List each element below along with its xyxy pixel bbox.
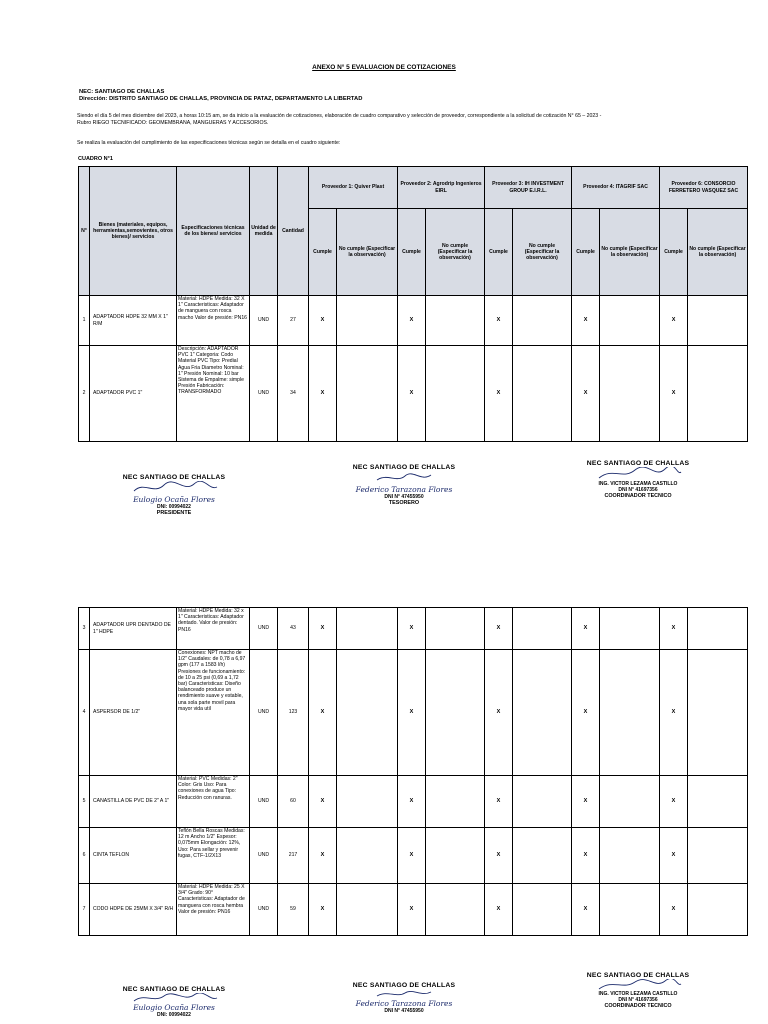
item-quantity: 123 (278, 650, 309, 776)
cumple-mark: X (660, 776, 688, 828)
signer-name: Federico Tarazona Flores (355, 999, 453, 1008)
cumple-mark: X (485, 650, 513, 776)
header-no-cumple: No cumple (Especificar la observación) (426, 209, 485, 296)
header-cumple: Cumple (309, 209, 337, 296)
signature-header: NEC SANTIAGO DE CHALLAS (122, 986, 226, 993)
no-cumple-cell (426, 650, 485, 776)
no-cumple-cell (426, 346, 485, 442)
item-specifications: Material: HDPE Medida: 32 x 1" Caracteristicas: Adaptador dentado. Valor de presión: PN16 (177, 608, 250, 650)
signer-dni: DNI N° 41697356 (618, 997, 658, 1003)
item-name: CODO HDPE DE 25MM X 3/4" R/H (90, 884, 177, 936)
header-cumple: Cumple (572, 209, 600, 296)
signature-scribble-icon (369, 471, 439, 485)
signer-dni: DNI N° 47455950 (384, 1008, 424, 1014)
no-cumple-cell (513, 346, 572, 442)
item-unit: UND (250, 776, 278, 828)
header-no-cumple: No cumple (Especificar la observación) (688, 209, 748, 296)
header-no-cumple: No cumple (Especificar la observación) (513, 209, 572, 296)
item-specifications: Descripción: ADAPTADOR PVC 1" Categoria: Codo Material PVC Tipo: Predial Agua Fria Diametro Nominal: 1" Presión Nominal: 10 bar Sistema de Empalme: simple Presión Fabricación: TRANSFORMADO (177, 346, 250, 442)
cumple-mark: X (398, 828, 426, 884)
header-provider-4: Proveedor 4: ITAGRIF SAC (572, 167, 660, 209)
table-row (79, 884, 748, 936)
header-no-cumple: No cumple (Especificar la observación) (600, 209, 660, 296)
cumple-mark: X (485, 776, 513, 828)
header-cumple: Cumple (485, 209, 513, 296)
header-unidad: Unidad de medida (250, 167, 278, 296)
signer-dni: DNI: 00994022 (157, 504, 191, 510)
no-cumple-cell (600, 608, 660, 650)
no-cumple-cell (426, 884, 485, 936)
item-specifications: Material: HDPE Medida: 32 X 1" Caracteristicas: Adaptador de manguera con rosca macho Valor de presión: PN16 (177, 296, 250, 346)
signature-header: NEC SANTIAGO DE CHALLAS (586, 972, 690, 979)
no-cumple-cell (600, 828, 660, 884)
cumple-mark: X (660, 608, 688, 650)
item-specifications: Material: PVC Medidas: 2" Color: Gris Uso: Para conexiones de agua Tipo: Reducción con ranuras. (177, 776, 250, 828)
item-name: ASPERSOR DE 1/2" (90, 650, 177, 776)
signature-treasurer (334, 464, 474, 506)
no-cumple-cell (688, 296, 748, 346)
row-number: 5 (79, 776, 90, 828)
no-cumple-cell (337, 776, 398, 828)
no-cumple-cell (600, 346, 660, 442)
address: Dirección: DISTRITO SANTIAGO DE CHALLAS, PROVINCIA DE PATAZ, DEPARTAMENTO LA LIBERTAD (79, 96, 363, 102)
cumple-mark: X (485, 884, 513, 936)
intro-line-2: Rubro RIEGO TECNIFICADO: GEOMEMBRANA, MANGUERAS Y ACCESORIOS. (77, 120, 269, 126)
no-cumple-cell (337, 296, 398, 346)
row-number: 7 (79, 884, 90, 936)
item-name: ADAPTADOR UPR DENTADO DE 1" HDPE (90, 608, 177, 650)
row-number: 6 (79, 828, 90, 884)
row-number: 2 (79, 346, 90, 442)
cumple-mark: X (309, 828, 337, 884)
signature-scribble-icon (129, 481, 219, 495)
item-unit: UND (250, 650, 278, 776)
header-block (79, 89, 362, 103)
intro-paragraph (77, 113, 697, 127)
item-unit: UND (250, 884, 278, 936)
no-cumple-cell (513, 884, 572, 936)
header-provider-6: Proveedor 6: CONSORCIO FERRETERO VASQUEZ SAC (660, 167, 748, 209)
signature-president (104, 474, 244, 516)
table-row (79, 346, 748, 442)
signature-scribble-icon (369, 989, 439, 999)
signer-dni: DNI: 00994022 (157, 1012, 191, 1018)
item-specifications: Conexiones: NPT macho de 1/2" Caudales: de 0,78 a 6,97 gpm (177 a 1583 l/h) Presiones de funcionamiento: de 10 a 25 psi (0,69 a 1,72 bar) Caracteristicas: Diseño balanceado produce un rendimiento suave y estable, una sola parte movil para mayor vida util (177, 650, 250, 776)
no-cumple-cell (688, 884, 748, 936)
no-cumple-cell (513, 650, 572, 776)
signer-name: Eulogio Ocaña Flores (133, 1003, 215, 1012)
header-cantidad: Cantidad (278, 167, 309, 296)
cumple-mark: X (309, 296, 337, 346)
item-unit: UND (250, 828, 278, 884)
no-cumple-cell (513, 776, 572, 828)
header-n: N° (79, 167, 90, 296)
table-row (79, 608, 748, 650)
signature-header: NEC SANTIAGO DE CHALLAS (352, 464, 456, 471)
signature-coordinator-2 (568, 972, 708, 1009)
evaluation-text: Se realiza la evaluación del cumplimiento de las especificaciones técnicas según se detalla en el cuadro siguiente: (77, 140, 341, 146)
no-cumple-cell (337, 828, 398, 884)
no-cumple-cell (688, 346, 748, 442)
evaluation-table-page2 (78, 607, 748, 936)
signer-dni: DNI N° 47455950 (384, 494, 424, 500)
cumple-mark: X (309, 608, 337, 650)
no-cumple-cell (688, 776, 748, 828)
no-cumple-cell (513, 296, 572, 346)
table-body-page2 (79, 608, 748, 936)
header-bienes: Bienes (materiales, equipos, herramientas,semovientes, otros bienes)/ servicios (90, 167, 177, 296)
item-specifications: Material: HDPE Medida: 25 X 3/4" Grado: 90° Caracteristicas: Adaptador de manguera con rosca hembra Valor de presión: PN16 (177, 884, 250, 936)
cumple-mark: X (485, 828, 513, 884)
header-cumple: Cumple (398, 209, 426, 296)
row-number: 3 (79, 608, 90, 650)
no-cumple-cell (600, 650, 660, 776)
cumple-mark: X (309, 346, 337, 442)
no-cumple-cell (337, 884, 398, 936)
header-especificaciones: Especificaciones técnicas de los bienes/ servicios (177, 167, 250, 296)
cumple-mark: X (660, 346, 688, 442)
cumple-mark: X (660, 296, 688, 346)
signer-name: Eulogio Ocaña Flores (133, 495, 215, 504)
signer-role: COORDINADOR TECNICO (604, 1003, 672, 1009)
item-quantity: 43 (278, 608, 309, 650)
item-quantity: 27 (278, 296, 309, 346)
signature-header: NEC SANTIAGO DE CHALLAS (352, 982, 456, 989)
item-name: ADAPTADOR PVC 1" (90, 346, 177, 442)
no-cumple-cell (688, 650, 748, 776)
item-quantity: 34 (278, 346, 309, 442)
item-quantity: 59 (278, 884, 309, 936)
cumple-mark: X (572, 346, 600, 442)
header-provider-1: Proveedor 1: Quiver Plast (309, 167, 398, 209)
row-number: 1 (79, 296, 90, 346)
signer-role: COORDINADOR TECNICO (604, 493, 672, 499)
item-name: CANASTILLA DE PVC DE 2" A 1" (90, 776, 177, 828)
no-cumple-cell (600, 884, 660, 936)
signature-header: NEC SANTIAGO DE CHALLAS (586, 460, 690, 467)
signer-dni: DNI N° 41697356 (618, 487, 658, 493)
signer-name: ING. VICTOR LEZAMA CASTILLO (598, 991, 678, 997)
row-number: 4 (79, 650, 90, 776)
header-cumple: Cumple (660, 209, 688, 296)
signature-scribble-icon (593, 467, 683, 481)
no-cumple-cell (600, 296, 660, 346)
no-cumple-cell (513, 828, 572, 884)
item-name: CINTA TEFLON (90, 828, 177, 884)
table-row (79, 296, 748, 346)
no-cumple-cell (600, 776, 660, 828)
cumple-mark: X (572, 296, 600, 346)
signature-treasurer-2 (334, 982, 474, 1014)
no-cumple-cell (337, 346, 398, 442)
signer-role: PRESIDENTE (156, 510, 192, 516)
cumple-mark: X (660, 884, 688, 936)
no-cumple-cell (426, 828, 485, 884)
no-cumple-cell (688, 828, 748, 884)
cumple-mark: X (309, 650, 337, 776)
item-specifications: Teflón Bella Roscas Medidas: 12 m Ancho 1/2" Espesor: 0,075mm Elongación: 12%, Uso: Para sellar y prevenir fugas, CTF-1/2X13 (177, 828, 250, 884)
cumple-mark: X (572, 828, 600, 884)
nec-name: NEC: SANTIAGO DE CHALLAS (79, 89, 165, 95)
header-provider-2: Proveedor 2: Agrodrip Ingenieros EIRL (398, 167, 485, 209)
table-body-page1 (79, 296, 748, 442)
table-row (79, 828, 748, 884)
cumple-mark: X (309, 884, 337, 936)
signature-coordinator (568, 460, 708, 499)
cumple-mark: X (309, 776, 337, 828)
no-cumple-cell (337, 608, 398, 650)
no-cumple-cell (426, 608, 485, 650)
item-quantity: 60 (278, 776, 309, 828)
cumple-mark: X (485, 346, 513, 442)
signature-scribble-icon (593, 979, 683, 991)
item-quantity: 217 (278, 828, 309, 884)
item-name: ADAPTADOR HDPE 32 MM X 1" R/M (90, 296, 177, 346)
signature-president-2 (104, 986, 244, 1018)
no-cumple-cell (337, 650, 398, 776)
no-cumple-cell (513, 608, 572, 650)
header-provider-3: Proveedor 3: IH INVESTMENT GROUP E.I.R.L. (485, 167, 572, 209)
cumple-mark: X (398, 650, 426, 776)
signer-role: TESORERO (388, 500, 420, 506)
signer-name: ING. VICTOR LEZAMA CASTILLO (598, 481, 678, 487)
item-unit: UND (250, 346, 278, 442)
document-title: ANEXO N° 5 EVALUACION DE COTIZACIONES (312, 64, 456, 71)
table-row (79, 650, 748, 776)
cuadro-label: CUADRO N°1 (78, 156, 113, 162)
cumple-mark: X (398, 296, 426, 346)
no-cumple-cell (426, 296, 485, 346)
evaluation-table-page1 (78, 166, 748, 442)
cumple-mark: X (572, 608, 600, 650)
signer-name: Federico Tarazona Flores (355, 485, 453, 494)
cumple-mark: X (485, 296, 513, 346)
cumple-mark: X (660, 650, 688, 776)
intro-line-1: Siendo el día 5 del mes diciembre del 2023, a horas 10:15 am, se da inicio a la evaluación de cotizaciones, elaboración de cuadro comparativo y selección de proveedor, correspondiente a la solicitud de cotización N° 65 – 2023 - (77, 113, 602, 119)
cumple-mark: X (572, 650, 600, 776)
cumple-mark: X (398, 608, 426, 650)
cumple-mark: X (660, 828, 688, 884)
cumple-mark: X (485, 608, 513, 650)
signature-header: NEC SANTIAGO DE CHALLAS (122, 474, 226, 481)
item-unit: UND (250, 608, 278, 650)
cumple-mark: X (398, 346, 426, 442)
cumple-mark: X (572, 884, 600, 936)
cumple-mark: X (572, 776, 600, 828)
no-cumple-cell (688, 608, 748, 650)
table-row (79, 776, 748, 828)
item-unit: UND (250, 296, 278, 346)
signature-scribble-icon (129, 993, 219, 1003)
cumple-mark: X (398, 884, 426, 936)
no-cumple-cell (426, 776, 485, 828)
header-no-cumple: No cumple (Especificar la observación) (337, 209, 398, 296)
cumple-mark: X (398, 776, 426, 828)
